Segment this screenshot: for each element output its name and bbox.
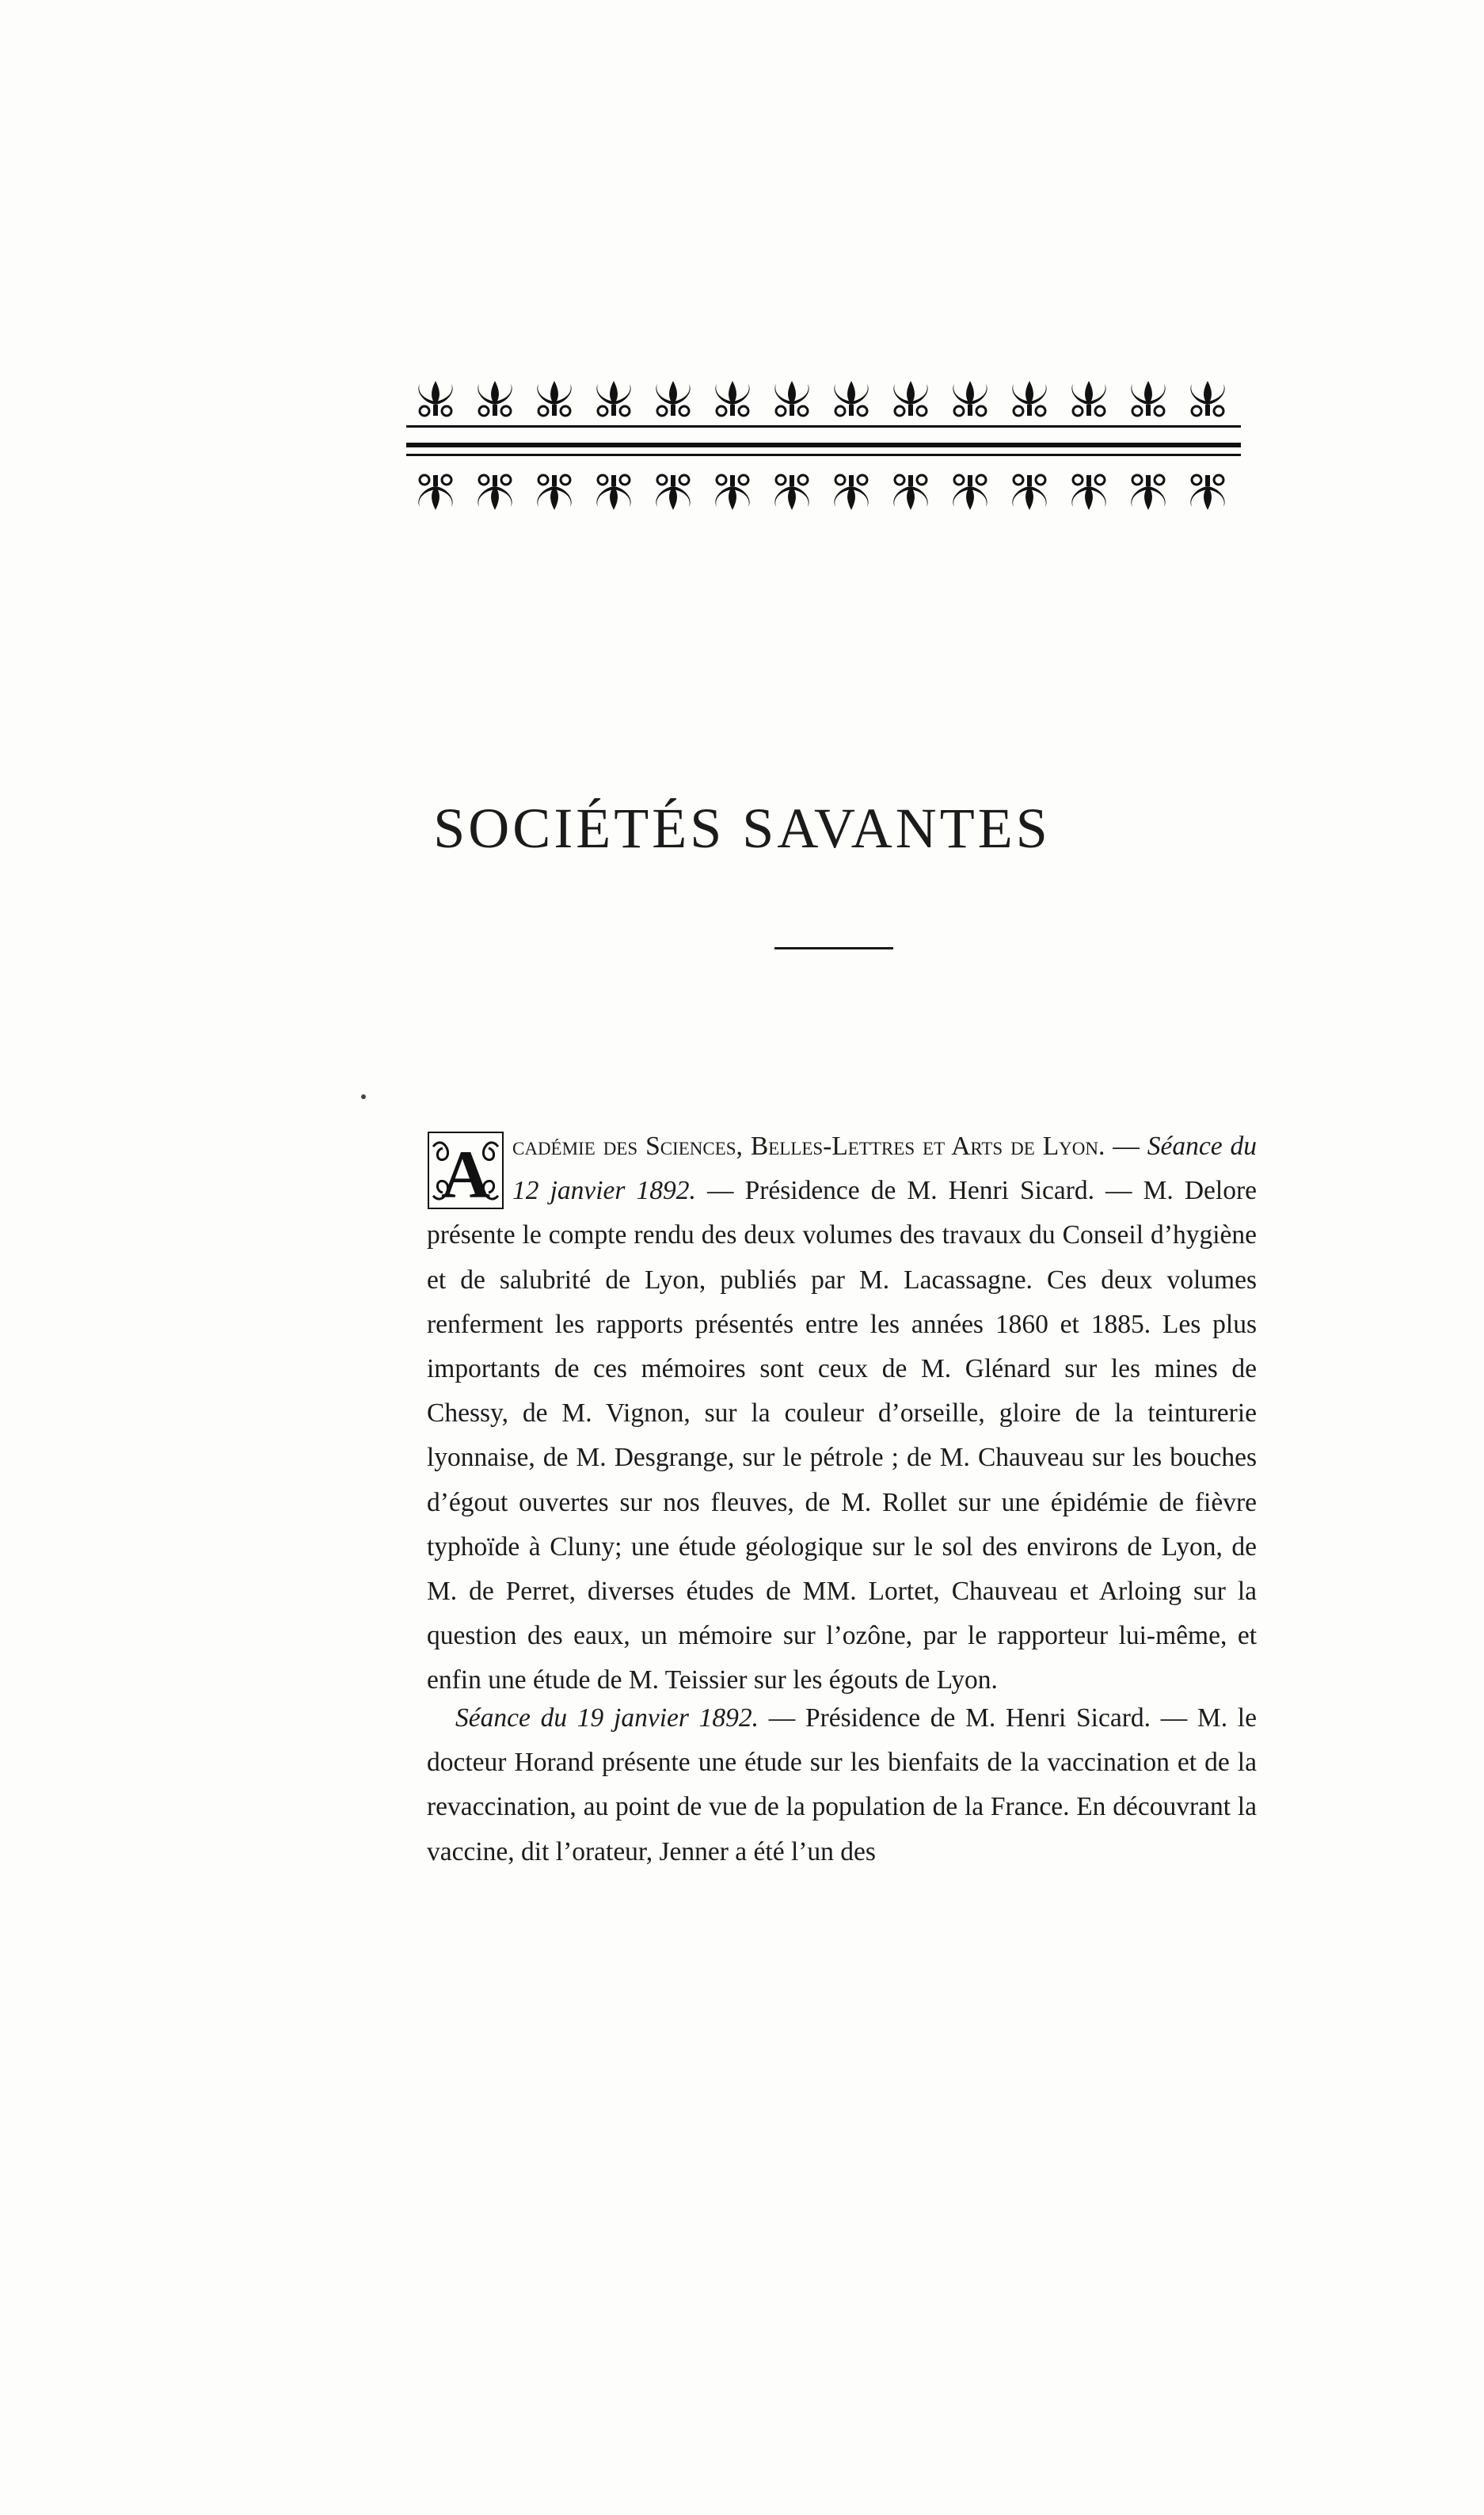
paragraph-academie-seance-12-janvier [427, 1124, 1257, 1703]
page-title: SOCIÉTÉS SAVANTES [433, 797, 1051, 860]
dropcap-a-ornate [427, 1131, 504, 1210]
academy-heading: cadémie des Sciences, Belles-Lettres et Arts de Lyon. — [512, 1132, 1140, 1161]
lower-fleuron-row [418, 475, 1224, 510]
upper-fleuron-row [418, 381, 1224, 416]
paragraph1-text: — Présidence de M. Henri Sicard. — M. Delore présente le compte rendu des deux volumes des travaux du Conseil d’hygiène et de salubrité de Lyon, publiés par M. Lacassagne. Ces deux volumes renferment les rapports présentés entre les années 1860 et 1885. Les plus importants de ces mémoires sont ceux de M. Glénard sur les mines de Chessy, de M. Vignon, sur la couleur d’orseille, gloire de la teinturerie lyonnaise, de M. Desgrange, sur le pétrole ; de M. Chauveau sur les bouches d’égout ouvertes sur nos fleuves, de M. Rollet sur une épidémie de fièvre typhoïde à Cluny; une étude géologique sur le sol des environs de Lyon, de M. de Perret, diverses études de MM. Lortet, Chauveau et Arloing sur la question des eaux, un mémoire sur l’ozône, par le rapporteur lui-même, et enfin une étude de M. Teissier sur les égouts de Lyon. [427, 1176, 1257, 1695]
ink-speck [361, 1094, 366, 1099]
paragraph-seance-19-janvier [427, 1696, 1257, 1874]
dropcap-letter: A [440, 1136, 491, 1210]
session-date-19-janvier: Séance du 19 janvier 1892. [455, 1703, 759, 1733]
fleuron-border-ornament [400, 368, 1247, 523]
session-date-12-janvier: Séance du 12 janvier 1892. [512, 1132, 1257, 1206]
title-rule-divider [774, 947, 893, 949]
paragraph2-text: — Présidence de M. Henri Sicard. — M. le docteur Horand présente une étude sur les bienfaits de la vaccination et de la revaccination, au point de vue de la population de la France. En découvrant la vaccine, dit l’orateur, Jenner a été l’un des [427, 1703, 1257, 1866]
